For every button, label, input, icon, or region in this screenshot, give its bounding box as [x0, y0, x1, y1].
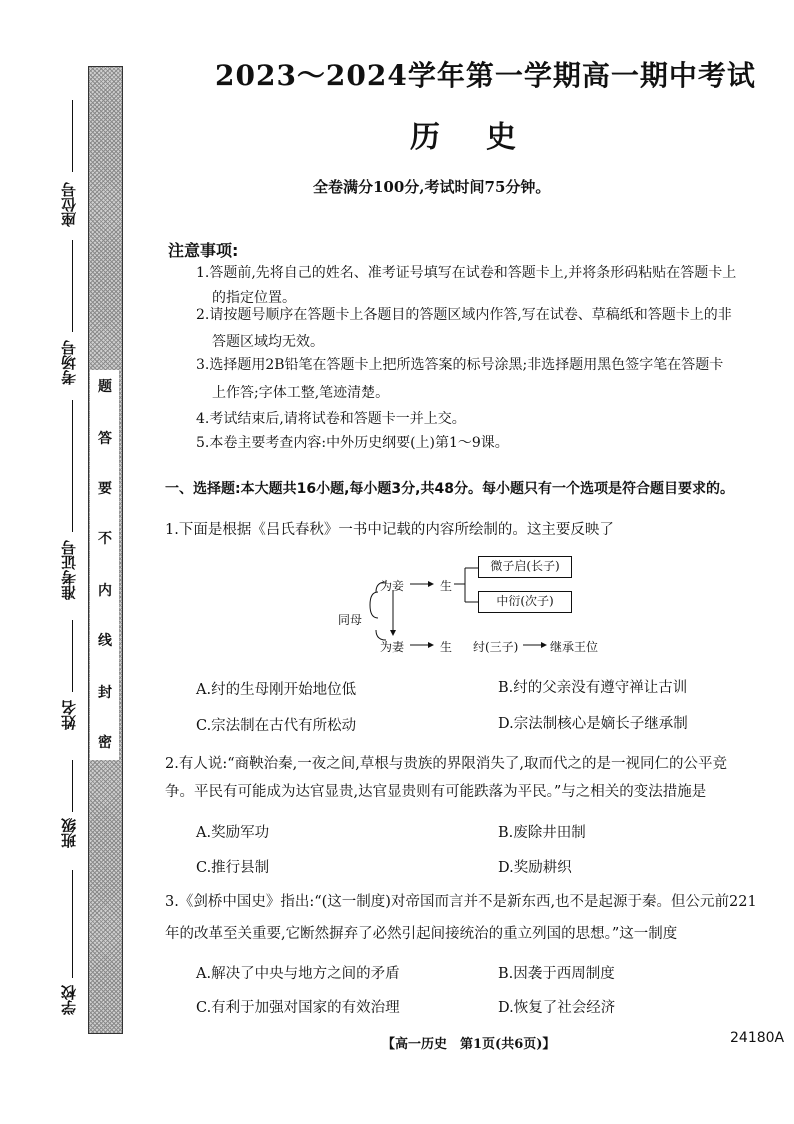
box-weiziqi: 微子启(长子) — [478, 556, 572, 578]
brace — [370, 592, 378, 618]
seal-char: 题 — [98, 379, 112, 395]
seal-char: 要 — [98, 481, 112, 497]
paper-code: 24180A — [730, 1030, 785, 1046]
exam-title: 2023～2024学年第一学期高一期中考试 — [215, 59, 756, 92]
note-line: 3.选择题用2B铅笔在答题卡上把所选答案的标号涂黑;非选择题用黑色签字笔在答题卡 — [196, 357, 724, 373]
question-3-option-b: B.因袭于西周制度 — [498, 966, 615, 982]
seal-char: 内 — [98, 583, 112, 599]
question-3-stem: 年的改革至关重要,它断然摒弃了必然引起间接统治的重立列国的思想。”这一制度 — [165, 926, 678, 942]
seat-number-label: 座位号 — [60, 182, 78, 227]
arrow-head — [428, 642, 434, 648]
exam-room-label: 考场号 — [60, 340, 78, 385]
seal-char: 不 — [98, 531, 112, 547]
arrow-head — [428, 581, 434, 587]
note-line: 答题区域均无效。 — [212, 334, 324, 350]
note-line: 2.请按题号顺序在答题卡上各题目的答题区域内作答,写在试卷、草稿纸和答题卡上的非 — [196, 307, 732, 323]
down-arrow-head — [390, 630, 396, 636]
note-line: 1.答题前,先将自己的姓名、准考证号填写在试卷和答题卡上,并将条形码粘贴在答题卡上 — [196, 265, 737, 281]
notes-heading: 注意事项: — [168, 241, 239, 260]
question-2-stem: 2.有人说:“商鞅治秦,一夜之间,草根与贵族的界限消失了,取而代之的是一视同仁的公平竞 — [165, 756, 727, 772]
diagram-throne: 继承王位 — [550, 640, 599, 654]
question-3-option-a: A.解决了中央与地方之间的矛盾 — [196, 966, 400, 982]
question-2-option-b: B.废除井田制 — [498, 825, 586, 841]
question-3-stem: 3.《剑桥中国史》指出:“(这一制度)对帝国而言并不是新东西,也不是起源于秦。但公元前221 — [165, 894, 757, 910]
admission-number-label: 准考证号 — [60, 540, 78, 600]
note-line: 上作答;字体工整,笔迹清楚。 — [212, 385, 390, 401]
diagram-sheng: 生 — [440, 579, 453, 593]
admission-number-line — [72, 400, 73, 532]
question-2-option-a: A.奖励军功 — [196, 825, 270, 841]
question-3-option-c: C.有利于加强对国家的有效治理 — [196, 1000, 400, 1016]
seal-char: 线 — [98, 633, 112, 649]
name-line — [72, 620, 73, 692]
question-2-stem: 争。平民有可能成为达官显贵,达官显贵则有可能跌落为平民。”与之相关的变法措施是 — [165, 784, 707, 800]
box-zhongyan: 中衍(次子) — [478, 591, 572, 613]
question-1-option-c: C.宗法制在古代有所松动 — [196, 718, 357, 734]
class-label: 班级 — [60, 818, 78, 848]
question-1-option-a: A.纣的生母刚开始地位低 — [196, 682, 357, 698]
note-line: 4.考试结束后,请将试卷和答题卡一并上交。 — [196, 411, 466, 427]
section-heading: 一、选择题:本大题共16小题,每小题3分,共48分。每小题只有一个选项是符合题目要求的。 — [165, 481, 734, 497]
diagram-weiqi: 为妻 — [380, 640, 405, 654]
seat-number-line — [72, 100, 73, 172]
diagram-zhou: 纣(三子) — [473, 640, 519, 654]
note-line: 5.本卷主要考查内容:中外历史纲要(上)第1～9课。 — [196, 435, 509, 451]
diagram-weiqie: 为妾 — [380, 579, 405, 593]
seal-char: 封 — [98, 685, 112, 701]
school-line — [72, 870, 73, 978]
diagram-tongmu: 同母 — [338, 613, 363, 627]
subject-title: 历史 — [410, 120, 562, 155]
seal-char: 密 — [98, 735, 112, 751]
question-3-option-d: D.恢复了社会经济 — [498, 1000, 616, 1016]
class-line — [72, 760, 73, 812]
question-1-option-b: B.纣的父亲没有遵守禅让古训 — [498, 680, 688, 696]
question-2-option-d: D.奖励耕织 — [498, 860, 572, 876]
school-label: 学校 — [60, 985, 78, 1015]
diagram-sheng: 生 — [440, 640, 453, 654]
seal-char: 答 — [98, 431, 112, 447]
score-line: 全卷满分100分,考试时间75分钟。 — [313, 178, 551, 196]
page-footer: 【高一历史 第1页(共6页)】 — [382, 1037, 556, 1052]
question-1-option-d: D.宗法制核心是嫡长子继承制 — [498, 716, 688, 732]
note-line: 的指定位置。 — [212, 290, 296, 306]
question-1-stem: 1.下面是根据《吕氏春秋》一书中记载的内容所绘制的。这主要反映了 — [165, 522, 614, 538]
name-label: 姓名 — [60, 700, 78, 730]
question-2-option-c: C.推行县制 — [196, 860, 270, 876]
exam-room-line — [72, 240, 73, 332]
arrow-head — [541, 642, 547, 648]
